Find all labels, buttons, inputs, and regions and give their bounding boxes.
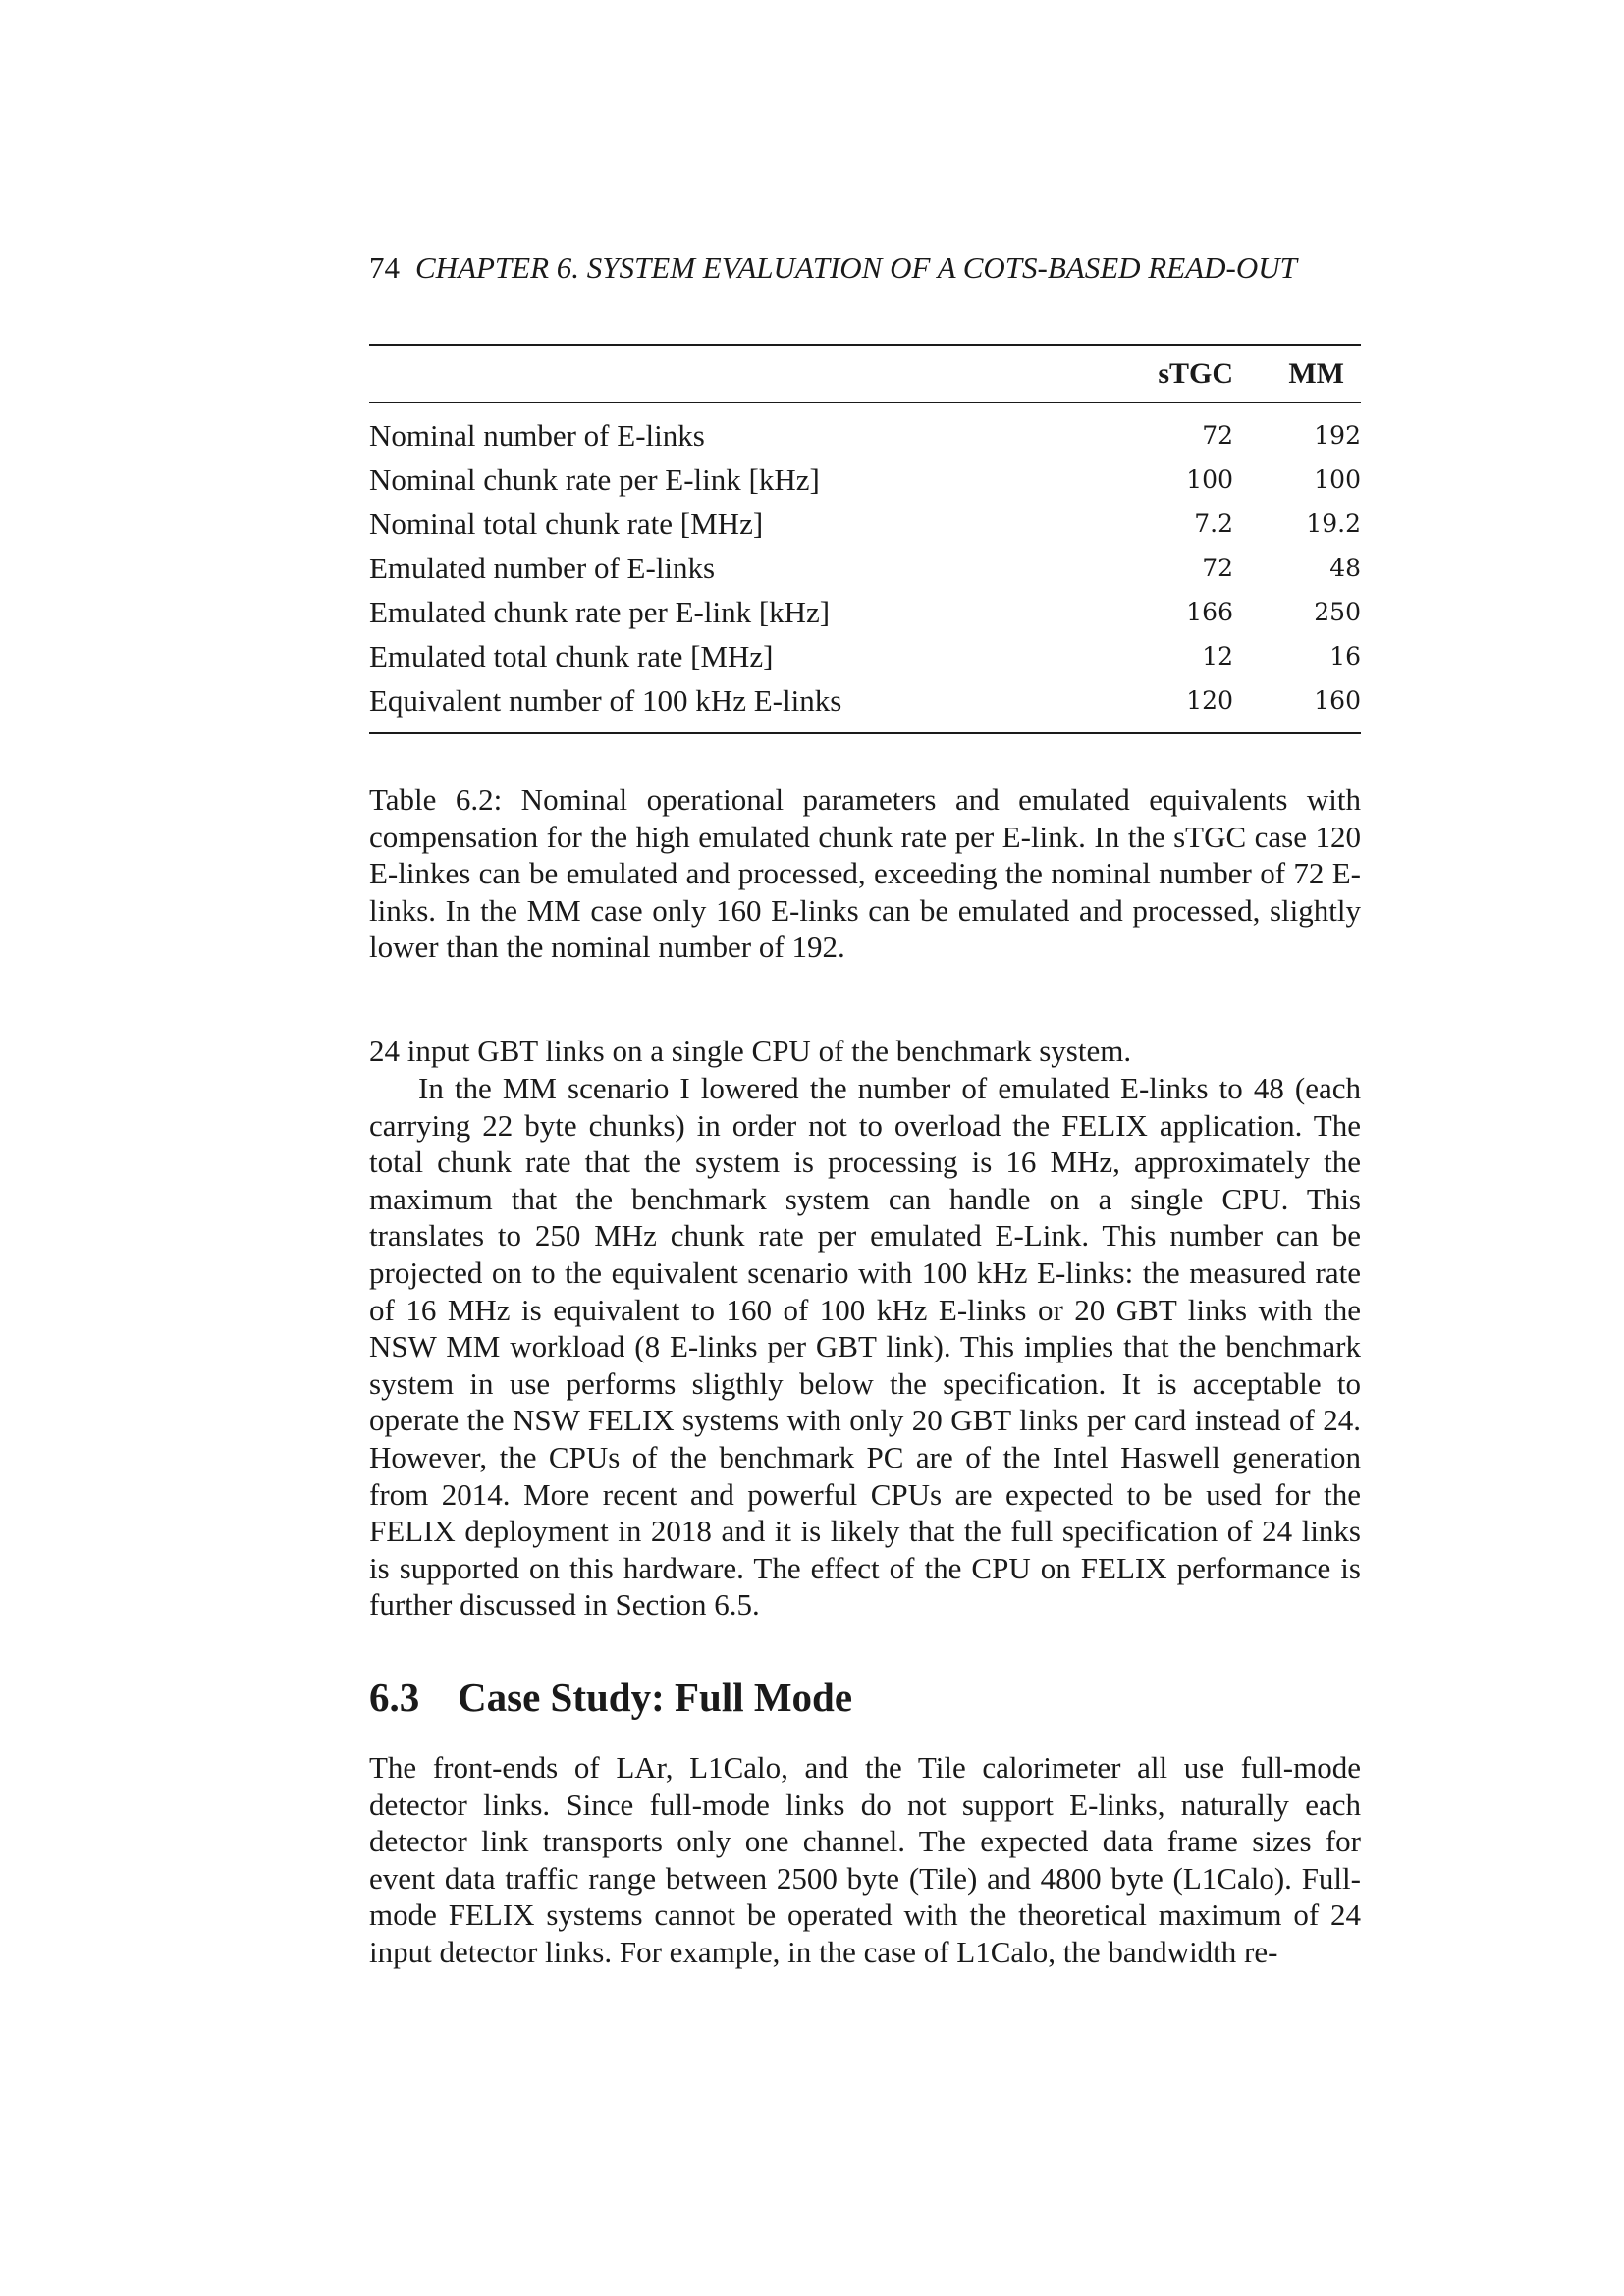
table-bottom-rule bbox=[369, 732, 1361, 734]
cell-mm: 19.2 bbox=[1306, 509, 1361, 538]
table-row bbox=[369, 546, 1361, 590]
running-header bbox=[369, 248, 1361, 288]
row-label: Emulated chunk rate per E-link [kHz] bbox=[369, 595, 831, 629]
parameters-table bbox=[369, 344, 1361, 734]
paragraph-full-mode: The front-ends of LAr, L1Calo, and the Tile calorimeter all use full-mode detector links. Since full-mode links do not support E-links, naturally each detector link transports only one channel. The expected data frame sizes for event data traffic range between 2500 byte (Tile) and 4800 byte (L1Calo). Full-mode FELIX systems cannot be operated with the theoretical maximum of 24 input detector links. For example, in the case of L1Calo, the bandwidth re- bbox=[369, 1750, 1361, 1969]
table-row bbox=[369, 590, 1361, 634]
cell-stgc: 166 bbox=[1186, 598, 1233, 626]
table-row bbox=[369, 678, 1361, 722]
table-header-row bbox=[369, 346, 1361, 402]
cell-stgc: 72 bbox=[1202, 554, 1233, 582]
section-number: 6.3 bbox=[369, 1675, 420, 1720]
cell-mm: 192 bbox=[1314, 421, 1361, 450]
table-row bbox=[369, 457, 1361, 502]
table-row bbox=[369, 413, 1361, 457]
row-label: Nominal number of E-links bbox=[369, 418, 705, 453]
section-title: Case Study: Full Mode bbox=[458, 1675, 853, 1720]
cell-stgc: 120 bbox=[1186, 686, 1233, 715]
paragraph-mm-scenario: In the MM scenario I lowered the number of emulated E-links to 48 (each carrying 22 byte chunks) in order not to overload the FELIX application. The total chunk rate that the system is processing is 16 MHz, approximately the maximum that the benchmark system can handle on a single CPU. This translates to 250 MHz chunk rate per emulated E-Link. This number can be projected on to the equivalent scenario with 100 kHz E-links: the measured rate of 16 MHz is equivalent to 160 of 100 kHz E-links or 20 GBT links with the NSW MM workload (8 E-links per GBT link). This implies that the benchmark system in use performs sligthly below the specification. It is acceptable to operate the NSW FELIX systems with only 20 GBT links per card instead of 24. However, the CPUs of the benchmark PC are of the Intel Haswell generation from 2014. More recent and powerful CPUs are expected to be used for the FELIX deployment in 2018 and it is likely that the full specification of 24 links is supported on this hardware. The effect of the CPU on FELIX performance is further discussed in Section 6.5. bbox=[369, 1071, 1361, 1623]
cell-mm: 250 bbox=[1314, 598, 1361, 626]
cell-mm: 16 bbox=[1329, 642, 1361, 670]
row-label: Equivalent number of 100 kHz E-links bbox=[369, 683, 842, 718]
section-heading bbox=[369, 1673, 852, 1722]
column-header-stgc: sTGC bbox=[1158, 357, 1233, 390]
row-label: Nominal chunk rate per E-link [kHz] bbox=[369, 462, 820, 497]
cell-stgc: 12 bbox=[1202, 642, 1233, 670]
cell-mm: 48 bbox=[1329, 554, 1361, 582]
table-row bbox=[369, 502, 1361, 546]
cell-mm: 100 bbox=[1314, 465, 1361, 494]
running-title: CHAPTER 6. SYSTEM EVALUATION OF A COTS-BASED READ-OUT bbox=[415, 250, 1297, 285]
cell-mm: 160 bbox=[1314, 686, 1361, 715]
row-label: Emulated number of E-links bbox=[369, 551, 716, 585]
page-number: 74 bbox=[369, 250, 400, 285]
cell-stgc: 100 bbox=[1186, 465, 1233, 494]
table-body bbox=[369, 403, 1361, 732]
cell-stgc: 72 bbox=[1202, 421, 1233, 450]
row-label: Emulated total chunk rate [MHz] bbox=[369, 639, 774, 673]
cell-stgc: 7.2 bbox=[1194, 509, 1233, 538]
table-row bbox=[369, 634, 1361, 678]
row-label: Nominal total chunk rate [MHz] bbox=[369, 507, 764, 541]
column-header-mm: MM bbox=[1288, 357, 1344, 390]
paragraph-continuation: 24 input GBT links on a single CPU of the benchmark system. bbox=[369, 1034, 1132, 1068]
table-caption: Table 6.2: Nominal operational parameters and emulated equivalents with compensation for the high emulated chunk rate per E-link. In the sTGC case 120 E-linkes can be emulated and processed, exceeding the nominal number of 72 E-links. In the MM case only 160 E-links can be emulated and processed, slightly lower than the nominal number of 192. bbox=[369, 782, 1361, 964]
